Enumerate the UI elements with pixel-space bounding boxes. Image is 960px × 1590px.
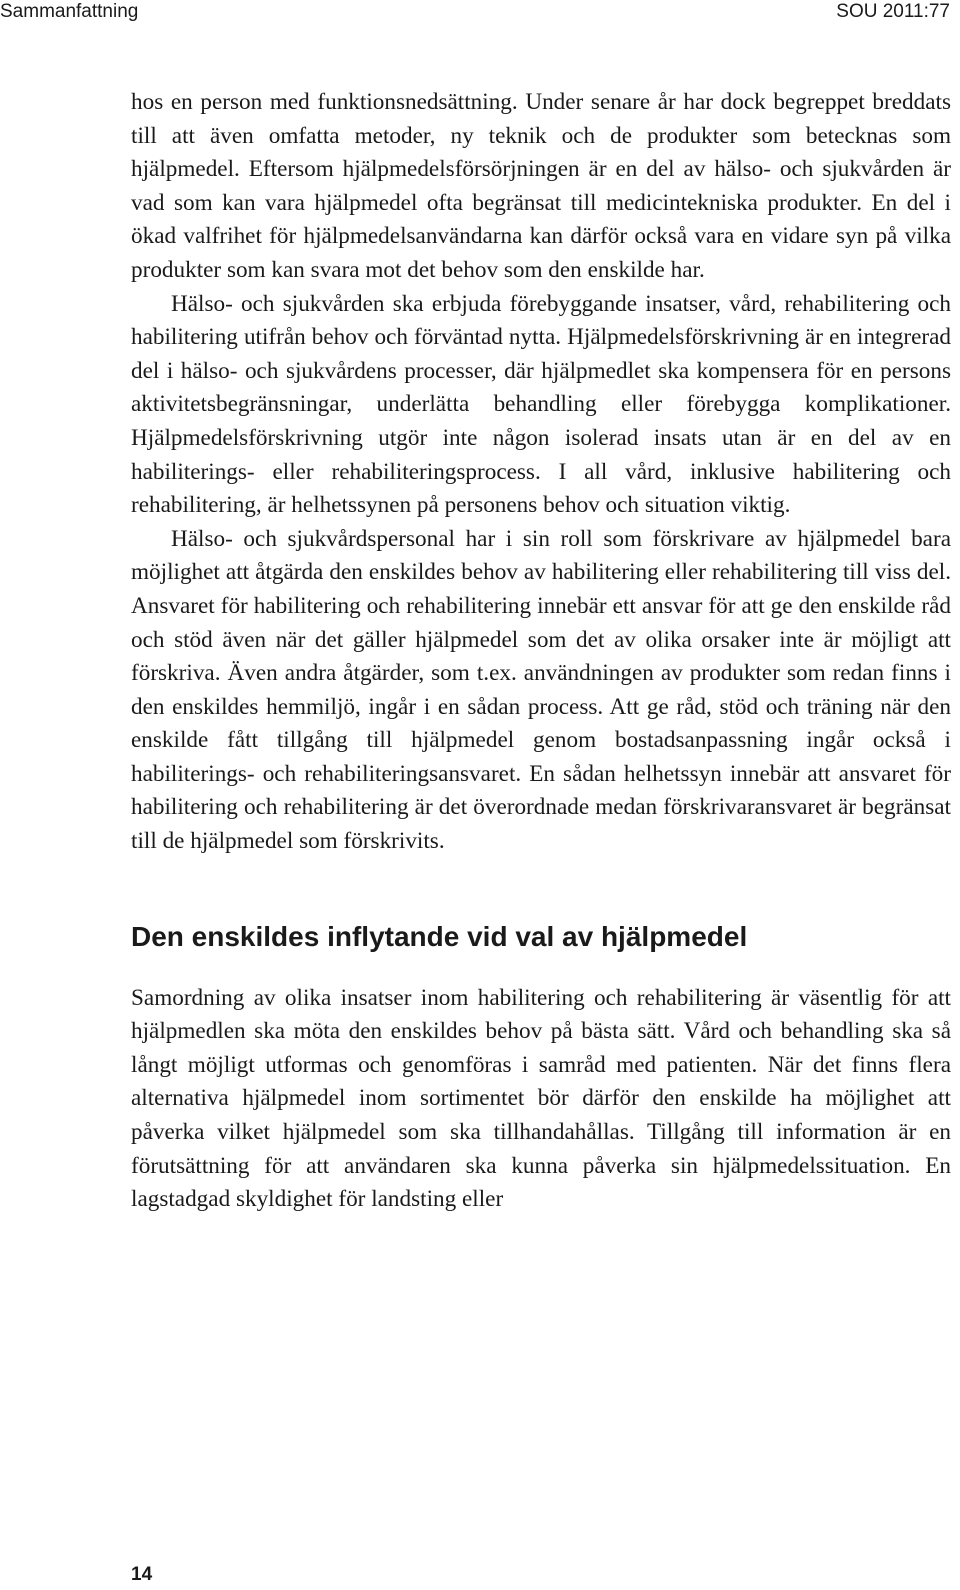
section-paragraph: Samordning av olika insatser inom habilitering och rehabilitering är väsentlig för att hjälpmedlen ska möta den enskildes behov på bästa sätt. Vård och behandling ska så långt möjligt utformas och genomföras i samråd med patienten. När det finns flera alternativa hjälpmedel inom sortimentet bör därför den enskilde ha möjlighet att påverka vilket hjälpmedel som ska tillhandahållas. Tillgång till information är en förutsättning för att användaren ska kunna påverka sin hjälpmedelssituation. En lagstadgad skyldighet för landsting eller xyxy=(131,984,951,1213)
paragraph-3: Hälso- och sjukvårdspersonal har i sin roll som förskrivare av hjälpmedel bara möjlighet att åtgärda den enskildes behov av habilitering eller rehabilitering till viss del. Ansvaret för habilitering och rehabilitering innebär ett ansvar för att ge den enskilde råd och stöd även när det gäller hjälpmedel som det av olika orsaker inte är möjligt att förskriva. Även andra åtgärder, som t.ex. användningen av produkter som redan finns i den enskildes hemmiljö, ingår i en sådan process. Att ge råd, stöd och träning när den enskilde fått tillgång till hjälpmedel genom bostadsanpassning ingår också i habiliterings- och rehabiliteringsansvaret. En sådan helhetssyn innebär att ansvaret för habilitering och rehabilitering är det överordnade medan förskrivaransvaret är begränsat till de hjälpmedel som förskrivits. xyxy=(131,525,951,855)
section-heading: Den enskildes inflytande vid val av hjälpmedel xyxy=(131,920,748,952)
paragraph-2: Hälso- och sjukvården ska erbjuda förebyggande insatser, vård, rehabilitering och habilitering utifrån behov och förväntad nytta. Hjälpmedelsförskrivning är en integrerad del i hälso- och sjukvårdens processer, där hjälpmedlet ska kompensera för en persons aktivitetsbegränsningar, underlätta behandling eller förebygga komplikationer. Hjälpmedelsförskrivning utgör inte någon isolerad insats utan är en del av en habiliterings- eller rehabiliteringsprocess. I all vård, inklusive habilitering och rehabilitering, är helhetssynen på personens behov och situation viktig. xyxy=(131,290,951,519)
section-title: Sammanfattning xyxy=(0,1,139,22)
page-body xyxy=(131,86,951,1217)
paragraph-1: hos en person med funktionsnedsättning. Under senare år har dock begreppet breddats till att även omfatta metoder, ny teknik och de produkter som betecknas som hjälpmedel. Eftersom hjälpmedelsförsörjningen är en del av hälso- och sjukvården är vad som kan vara hjälpmedel ofta begränsat till medicintekniska produkter. En del i ökad valfrihet för hjälpmedelsanvändarna kan därför också vara en vidare syn på vilka produkter som kan svara mot det behov som den enskilde har. xyxy=(131,89,951,283)
document-reference: SOU 2011:77 xyxy=(836,1,950,22)
running-header xyxy=(0,0,960,24)
page-number: 14 xyxy=(131,1564,153,1585)
